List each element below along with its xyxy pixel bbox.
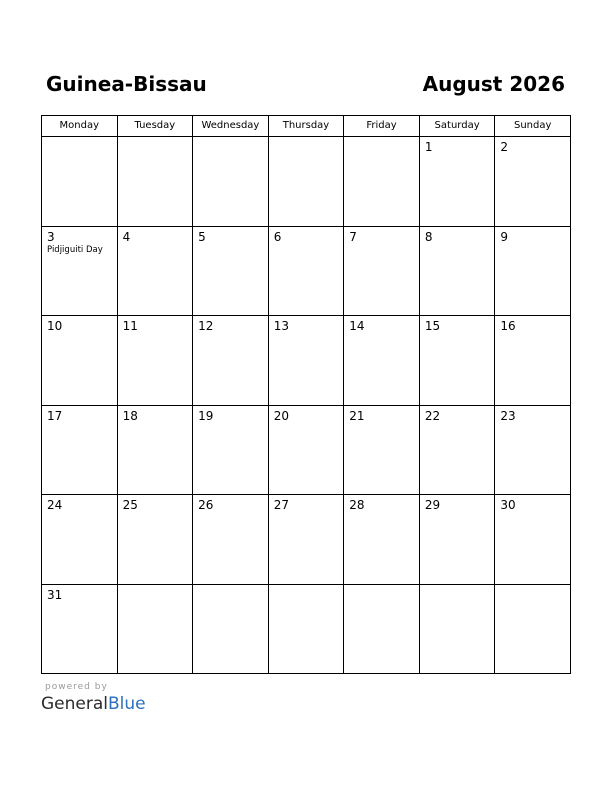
day-number: 31 [47,587,63,602]
day-number: 20 [273,408,289,423]
day-number: 11 [122,319,138,333]
weekday-monday: Monday [42,116,118,137]
brand-general-text: General [41,694,108,714]
day-number: 28 [349,498,365,512]
empty-day-cell [419,584,495,674]
empty-day-cell [344,584,420,674]
day-number: 5 [198,229,206,244]
empty-day-cell [344,137,420,227]
day-number: 16 [500,319,516,333]
calendar-body [42,137,571,674]
empty-day-cell [42,137,118,227]
day-number: 25 [122,498,138,512]
empty-day-cell [117,584,193,674]
day-cell [193,316,269,406]
day-cell [42,584,118,674]
day-cell [419,495,495,585]
day-cell [495,226,571,316]
calendar-week-row [42,495,571,585]
calendar-week-row [42,316,571,406]
weekday-header-row [42,116,571,137]
empty-day-cell [193,584,269,674]
day-number: 17 [47,408,63,423]
day-cell [42,405,118,495]
day-number: 6 [273,229,282,244]
day-cell [268,405,344,495]
day-cell [42,226,118,316]
day-number: 10 [47,319,63,333]
day-cell [193,405,269,495]
day-cell [419,226,495,316]
empty-day-cell [268,584,344,674]
day-number: 29 [424,498,441,512]
holiday-label: Pidjiguiti Day [47,244,103,255]
day-number: 30 [500,498,516,512]
day-cell [117,495,193,585]
day-cell [193,226,269,316]
day-cell [344,226,420,316]
day-cell [117,226,193,316]
weekday-thursday: Thursday [268,116,344,137]
day-number: 26 [198,498,214,512]
day-cell [419,316,495,406]
day-cell [117,316,193,406]
day-number: 2 [500,140,509,154]
day-cell [419,405,495,495]
day-number: 24 [47,498,63,512]
day-number: 15 [424,319,441,333]
weekday-wednesday: Wednesday [193,116,269,137]
day-number: 21 [349,408,365,423]
empty-day-cell [495,584,571,674]
day-cell [344,405,420,495]
calendar-grid [41,115,571,674]
weekday-tuesday: Tuesday [117,116,193,137]
day-number: 3 [47,229,55,244]
calendar-week-row [42,405,571,495]
calendar-week-row [42,584,571,674]
day-cell [344,316,420,406]
day-cell [193,495,269,585]
calendar-week-row [42,137,571,227]
day-number: 23 [500,408,516,423]
empty-day-cell [268,137,344,227]
day-cell [268,316,344,406]
calendar-week-row [42,226,571,316]
day-number: 18 [122,408,138,423]
day-number: 9 [500,229,509,244]
weekday-friday: Friday [344,116,420,137]
day-number: 14 [349,319,365,333]
day-cell [268,226,344,316]
weekday-saturday: Saturday [419,116,495,137]
empty-day-cell [117,137,193,227]
day-cell [495,495,571,585]
day-cell [495,137,571,227]
day-number: 12 [198,319,214,333]
day-number: 27 [273,498,289,512]
day-cell [268,495,344,585]
empty-day-cell [193,137,269,227]
day-number: 13 [273,319,289,333]
day-cell [42,495,118,585]
day-cell [42,316,118,406]
day-cell [117,405,193,495]
day-cell [344,495,420,585]
day-number: 4 [122,229,131,244]
day-cell [419,137,495,227]
day-number: 1 [424,140,433,154]
day-cell [495,316,571,406]
day-number: 19 [198,408,214,423]
month-year-title: August 2026 [422,72,565,96]
day-number: 8 [424,229,433,244]
country-title: Guinea-Bissau [46,72,207,96]
powered-by-text: powered by [45,682,108,692]
day-number: 22 [424,408,441,423]
weekday-sunday: Sunday [495,116,571,137]
day-number: 7 [349,229,357,244]
day-cell [495,405,571,495]
brand-blue-text: Blue [108,694,146,714]
generalblue-logo [41,694,146,714]
